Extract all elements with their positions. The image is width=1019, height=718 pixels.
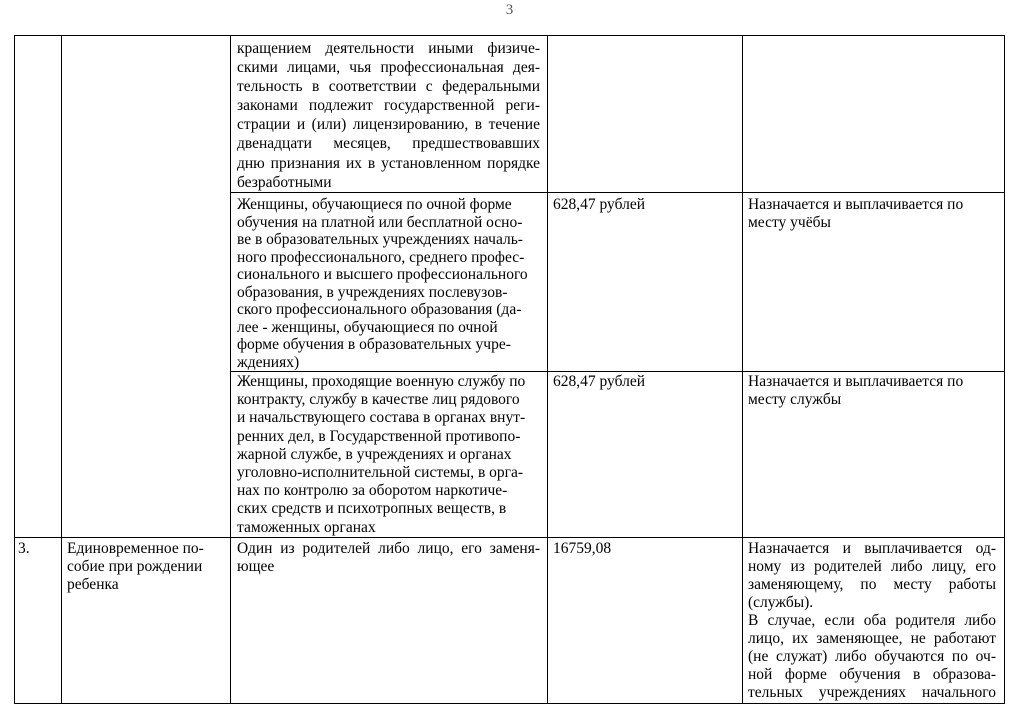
recipient-category-cell [237,373,540,537]
recipient-category-cell [237,540,540,576]
text-line: сионального и высшего профессионального [237,266,528,283]
text-line: Один из родителей либо лицо, его заменя- [237,540,540,557]
text-line: собие при рождении [67,558,203,575]
text-line: Женщины, обучающиеся по очной форме [237,196,512,213]
row-border-2 [230,371,1004,372]
text-line: жарной службе, в учреждениях и органах [237,445,512,463]
text-line: ждениях) [237,353,300,371]
benefit-name-cell [67,540,225,594]
text-line: ве в образовательных учреждениях началь- [237,231,523,248]
text-line: форме обучения в образовательных учре- [237,336,511,353]
benefits-table [14,35,1005,704]
text-line: (не служат) либо обучаются по оч- [748,648,996,665]
assignment-cell [748,196,996,231]
text-line: В случае, если оба родителя либо [748,612,996,629]
page-number: 3 [505,2,514,18]
text-line: ной форме обучения в образова- [748,666,996,683]
column-border-amount [547,36,548,703]
row-number-cell [18,540,58,558]
text-line: лее - женщины, обучающиеся по очной [237,318,498,336]
text-line: ного профессионального, среднего профес- [237,248,525,266]
assignment-cell [748,540,996,702]
amount-cell [553,540,735,558]
amount-cell [553,196,735,214]
text-line: дню признания их в установленном порядке [237,154,540,172]
text-line: (службы). [748,594,814,611]
text-line: обучения на платной или бесплатной осно- [237,213,523,231]
text-line: Назначается и выплачивается по [748,373,964,390]
text-line: месту службы [748,391,842,409]
text-line: ского профессионального образования (да- [237,301,522,318]
text-line: ских средств и психотропных веществ, в [237,500,507,518]
text-line: 628,47 рублей [553,196,646,213]
text-line: Назначается и выплачивается од- [748,540,996,557]
text-line: Назначается и выплачивается по [748,196,964,213]
text-line: образования, в учреждениях послевузов- [237,283,508,301]
text-line: таможенных органах [237,518,376,536]
column-border-name [230,36,231,703]
text-line: 628,47 рублей [553,373,646,390]
assignment-cell [748,373,996,409]
text-line: месту учёбы [748,213,831,231]
text-line: кращением деятельности иными физиче- [237,40,540,57]
row-border-3 [15,537,1004,538]
text-line: законами подлежит государственной реги- [237,97,540,115]
text-line: 3. [18,540,30,557]
text-line: ющее [237,558,275,575]
amount-cell [553,373,735,391]
text-line: Единовременное по- [67,540,204,557]
text-line: страции и (или) лицензированию, в течение [237,116,540,134]
text-line: ному из родителей либо лицу, его [748,558,996,575]
text-line: двенадцати месяцев, предшествовавших [237,135,540,153]
recipient-category-cell [237,196,540,371]
text-line: нах по контролю за оборотом наркотиче- [237,482,508,500]
text-line: ребенка [67,576,119,593]
text-line: 16759,08 [553,540,612,557]
text-line: ренних дел, в Государственной противопо- [237,427,521,445]
text-line: скими лицами, чья профессиональная дея- [237,59,540,77]
row-border-1 [230,192,1004,193]
text-line: заменяющему, по месту работы [748,576,996,593]
text-line: и начальствующего состава в органах внут- [237,409,526,427]
column-border-number [61,36,62,703]
text-line: лицо, их заменяющее, не работают [748,630,996,647]
text-line: безработными [237,173,332,191]
text-line: контракту, службу в качестве лиц рядового [237,391,520,409]
recipient-category-cell [237,39,540,192]
text-line: тельность в соответствии с федеральными [237,78,540,96]
text-line: Женщины, проходящие военную службу по [237,373,526,390]
column-border-assignment [742,36,743,703]
text-line: тельных учреждениях начального [748,684,996,701]
text-line: уголовно-исполнительной системы, в орга- [237,464,524,482]
